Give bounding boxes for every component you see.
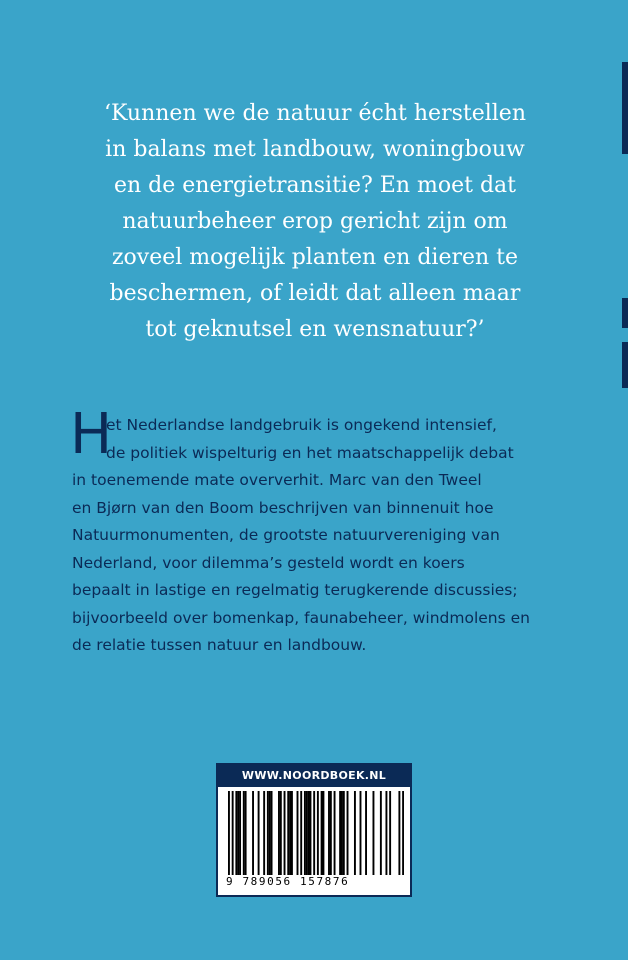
- barcode-bar: [258, 791, 260, 875]
- barcode-label: [216, 763, 412, 897]
- barcode-bar: [328, 791, 330, 875]
- quote-line: zoveel mogelijk planten en dieren te: [111, 245, 519, 270]
- spine-mark-lower: [622, 342, 628, 388]
- blurb-line: bijvoorbeeld over bomenkap, faunabeheer, windmolens en: [72, 608, 530, 627]
- barcode-bar: [313, 791, 315, 875]
- barcode-bar: [271, 791, 273, 875]
- barcode-bars: [228, 791, 404, 875]
- blurb-line: in toenemende mate oververhit. Marc van den Tweel: [72, 471, 482, 489]
- barcode-bar: [228, 791, 230, 875]
- barcode-bar: [389, 791, 391, 875]
- barcode-bar: [343, 791, 345, 875]
- blurb-line: Natuurmonumenten, de grootste natuurvereniging van: [72, 526, 500, 544]
- spine-mark-top: [622, 62, 628, 154]
- blurb-line: de relatie tussen natuur en landbouw.: [72, 636, 367, 654]
- barcode-bar: [243, 791, 245, 875]
- barcode-bar: [339, 791, 341, 875]
- quote-line: tot geknutsel en wensnatuur?’: [145, 317, 485, 342]
- barcode-bar: [252, 791, 254, 875]
- barcode-bar: [289, 791, 291, 875]
- barcode-bar: [322, 791, 324, 875]
- barcode-bar: [278, 791, 280, 875]
- quote-line: natuurbeheer erop gericht zijn om: [122, 209, 508, 234]
- blurb-line: Nederland, voor dilemma’s gesteld wordt en koers: [72, 553, 465, 572]
- barcode-bar: [321, 791, 323, 875]
- barcode-bar: [263, 791, 265, 875]
- barcode-bar: [304, 791, 306, 875]
- barcode-bar: [317, 791, 319, 875]
- barcode-bar: [380, 791, 382, 875]
- drop-cap: H: [70, 402, 113, 467]
- blurb-line: et Nederlandse landgebruik is ongekend intensief,: [106, 416, 497, 434]
- barcode-bar: [373, 791, 375, 875]
- barcode-bar: [300, 791, 302, 875]
- pull-quote: [80, 96, 550, 348]
- barcode-bar: [310, 791, 312, 875]
- barcode-bar: [297, 791, 299, 875]
- blurb-line: de politiek wispelturig en het maatschappelijk debat: [106, 443, 514, 462]
- barcode-bar: [245, 791, 247, 875]
- blurb-line: en Bjørn van den Boom beschrijven van binnenuit hoe: [72, 498, 494, 517]
- blurb-paragraph: [72, 412, 572, 660]
- barcode-bar: [334, 791, 336, 875]
- barcode-bar: [385, 791, 387, 875]
- barcode-bar: [330, 791, 332, 875]
- barcode-bar: [360, 791, 362, 875]
- barcode-bar: [269, 791, 271, 875]
- barcode-bar: [402, 791, 404, 875]
- publisher-url: WWW.NOORDBOEK.NL: [218, 765, 410, 787]
- barcode-bar: [237, 791, 239, 875]
- barcode-bar: [308, 791, 310, 875]
- barcode-bar: [365, 791, 367, 875]
- barcode-bar: [291, 791, 293, 875]
- blurb-line: bepaalt in lastige en regelmatig terugkerende discussies;: [72, 581, 518, 599]
- barcode-bar: [347, 791, 349, 875]
- barcode-bar: [306, 791, 308, 875]
- quote-line: beschermen, of leidt dat alleen maar: [109, 281, 521, 306]
- barcode-bar: [280, 791, 282, 875]
- quote-line: in balans met landbouw, woningbouw: [105, 137, 525, 162]
- barcode-bar: [232, 791, 234, 875]
- barcode-digits: 9 789056 157876: [226, 875, 350, 888]
- quote-line: en de energietransitie? En moet dat: [113, 173, 516, 198]
- barcode-bar: [267, 791, 269, 875]
- barcode-bar: [287, 791, 289, 875]
- barcode-bar: [239, 791, 241, 875]
- barcode-bar: [398, 791, 400, 875]
- barcode-bar: [354, 791, 356, 875]
- spine-mark-middle: [622, 298, 628, 328]
- barcode-bar: [235, 791, 237, 875]
- quote-line: ‘Kunnen we de natuur écht herstellen: [103, 101, 526, 126]
- barcode-bar: [284, 791, 286, 875]
- barcode-bar: [341, 791, 343, 875]
